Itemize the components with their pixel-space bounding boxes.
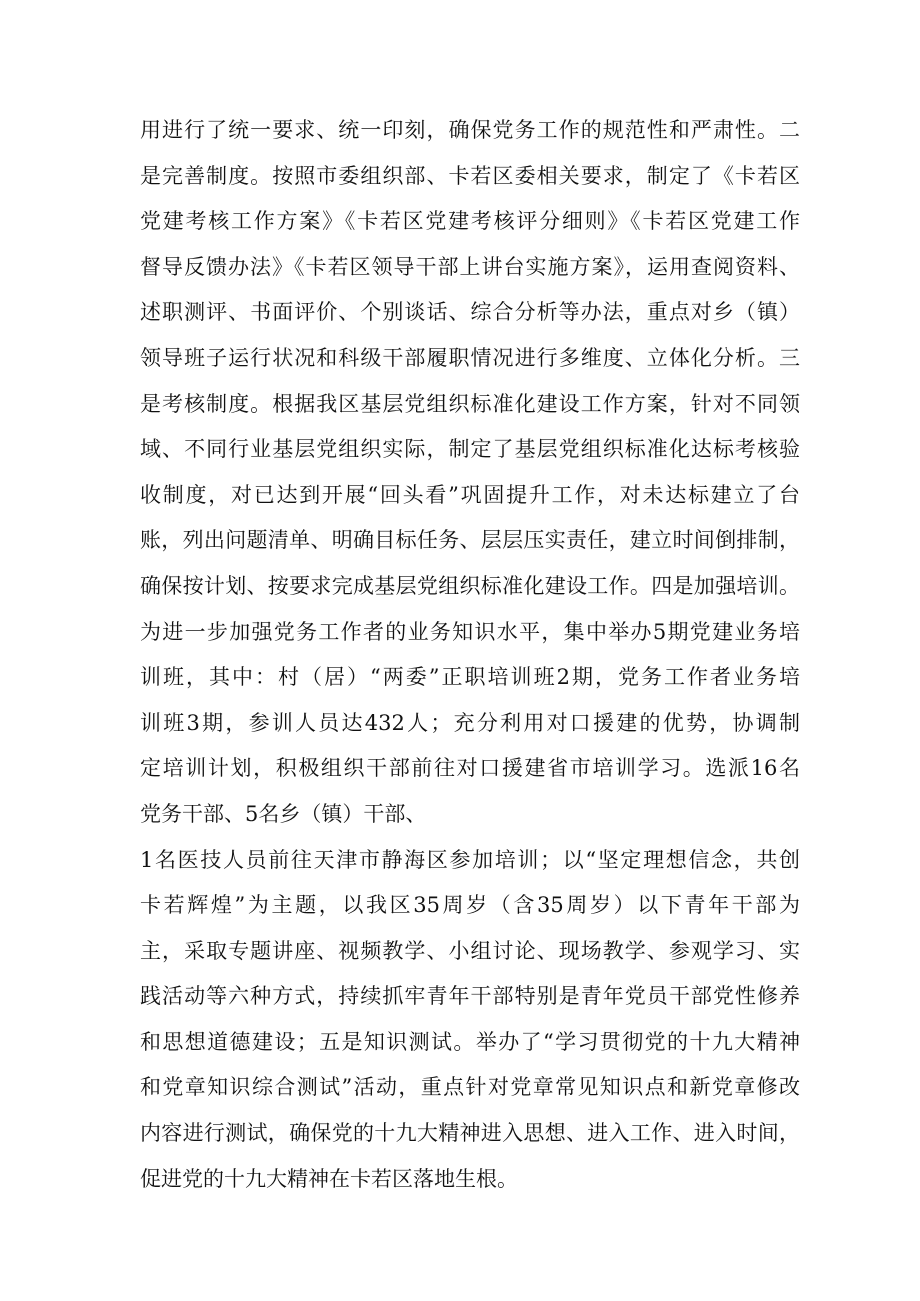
text-line: 领导班子运行状况和科级干部履职情况进行多维度、立体化分析。三 [140, 345, 800, 370]
text-line: 域、不同行业基层党组织实际，制定了基层党组织标准化达标考核验 [140, 437, 800, 462]
text-line: 为进一步加强党务工作者的业务知识水平，集中举办5期党建业务培 [140, 619, 800, 644]
text-line: 践活动等六种方式，持续抓牢青年干部特别是青年党员干部党性修养 [140, 984, 800, 1009]
text-line: 述职测评、书面评价、个别谈话、综合分析等办法，重点对乡（镇） [140, 300, 800, 325]
text-line: 党务干部、5名乡（镇）干部、 [140, 801, 427, 826]
text-line: 党建考核工作方案》《卡若区党建考核评分细则》《卡若区党建工作 [140, 209, 800, 234]
text-line: 训班，其中：村（居）“两委”正职培训班2期，党务工作者业务培 [140, 665, 800, 690]
body-text [140, 108, 800, 1202]
text-line: 是考核制度。根据我区基层党组织标准化建设工作方案，针对不同领 [140, 391, 800, 416]
text-line: 和思想道德建设；五是知识测试。举办了“学习贯彻党的十九大精神 [140, 1029, 800, 1054]
text-line: 账，列出问题清单、明确目标任务、层层压实责任，建立时间倒排制， [140, 528, 800, 553]
text-line: 主，采取专题讲座、视频教学、小组讨论、现场教学、参观学习、实 [140, 938, 800, 963]
text-line: 确保按计划、按要求完成基层党组织标准化建设工作。四是加强培训。 [140, 573, 800, 598]
text-line: 训班3期，参训人员达432人；充分利用对口援建的优势，协调制 [140, 710, 800, 735]
text-line: 定培训计划，积极组织干部前往对口援建省市培训学习。选派16名 [140, 756, 800, 781]
text-line: 1名医技人员前往天津市静海区参加培训；以“坚定理想信念，共创 [140, 847, 800, 872]
text-line: 督导反馈办法》《卡若区领导干部上讲台实施方案》，运用查阅资料、 [140, 254, 800, 279]
text-line: 卡若辉煌”为主题，以我区35周岁（含35周岁）以下青年干部为 [140, 893, 800, 918]
text-line: 是完善制度。按照市委组织部、卡若区委相关要求，制定了《卡若区 [140, 163, 800, 188]
text-line: 内容进行测试，确保党的十九大精神进入思想、进入工作、进入时间， [140, 1121, 800, 1146]
text-line: 用进行了统一要求、统一印刻，确保党务工作的规范性和严肃性。二 [140, 118, 800, 142]
text-line: 收制度，对已达到开展“回头看”巩固提升工作，对未达标建立了台 [140, 482, 800, 507]
text-line: 和党章知识综合测试”活动，重点针对党章常见知识点和新党章修改 [140, 1075, 800, 1100]
text-line: 促进党的十九大精神在卡若区落地生根。 [140, 1166, 518, 1191]
